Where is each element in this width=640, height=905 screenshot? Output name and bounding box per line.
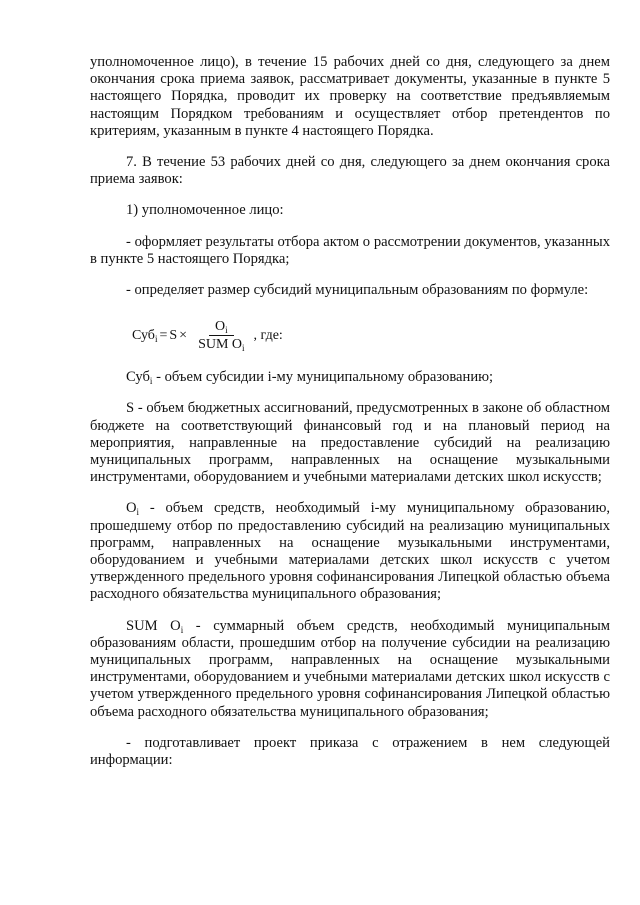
formula-tail: , где:	[253, 327, 283, 343]
definition-o: $O_i$ - объем средств, необходимый i-му муниципальному образованию, прошедшему отбор по предоставлению субсидий на реализацию муниципальных программ, направленных на оснащение музыкальными инструментами, оборудованием и учебными материалами детских школ искусств с учетом утвержденного предельного уровня софинансирования Липецкой областью объема расходного обязательства муниципального образования;	[90, 500, 610, 603]
formula-lhs: Суб$_i$	[132, 327, 158, 344]
paragraph-review-documents: уполномоченное лицо), в течение 15 рабочих дней со дня, следующего за днем окончания срока приема заявок, рассматривает документы, указанные в пункте 5 настоящего Порядка, проводит их проверку на соответствие предъявляемым настоящим Порядком требованиям и осуществляет отбор претендентов по критериям, указанным в пункте 4 настоящего Порядка.	[90, 54, 610, 139]
subsidy-formula	[132, 315, 610, 355]
formula-numerator: $O_i$	[209, 319, 234, 336]
paragraph-determine-subsidy: - определяет размер субсидий муниципальным образованиям по формуле:	[126, 282, 589, 299]
paragraph-prepare-order: - подготавливает проект приказа с отражением в нем следующей информации:	[90, 734, 610, 769]
paragraph-item-7: 7. В течение 53 рабочих дней со дня, следующего за днем окончания срока приема заявок:	[90, 154, 610, 188]
definition-subsidy: Суб$_i$ - объем субсидии i-му муниципальному образованию;	[126, 369, 494, 387]
formula-fraction	[192, 319, 250, 352]
formula-times: ×	[179, 327, 188, 343]
definition-sum-o: SUM $O_i$ - суммарный объем средств, необходимый муниципальным образованиям области, прошедшим отбор на получение субсидии на реализацию муниципальных программ, направленных на оснащение музыкальными инструментами, оборудованием и учебными материалами детских школ искусств с учетом утвержденного предельного уровня софинансирования Липецкой областью объема расходного обязательства муниципального образования;	[90, 617, 610, 720]
formula-denominator: SUM $O_i$	[198, 336, 245, 353]
formula-equals: =	[159, 327, 168, 343]
paragraph-authorized-person: 1) уполномоченное лицо:	[126, 202, 284, 219]
paragraph-formalize-results: - оформляет результаты отбора актом о рассмотрении документов, указанных в пункте 5 настоящего Порядка;	[90, 233, 610, 267]
definition-s: S - объем бюджетных ассигнований, предусмотренных в законе об областном бюджете на соответствующий финансовый год и на плановый период на мероприятия, направленные на предоставление субсидий на реализацию муниципальных программ, направленных на оснащение музыкальными инструментами, оборудованием и учебными материалами детских школ искусств;	[90, 400, 610, 486]
formula-s: S	[169, 327, 178, 343]
